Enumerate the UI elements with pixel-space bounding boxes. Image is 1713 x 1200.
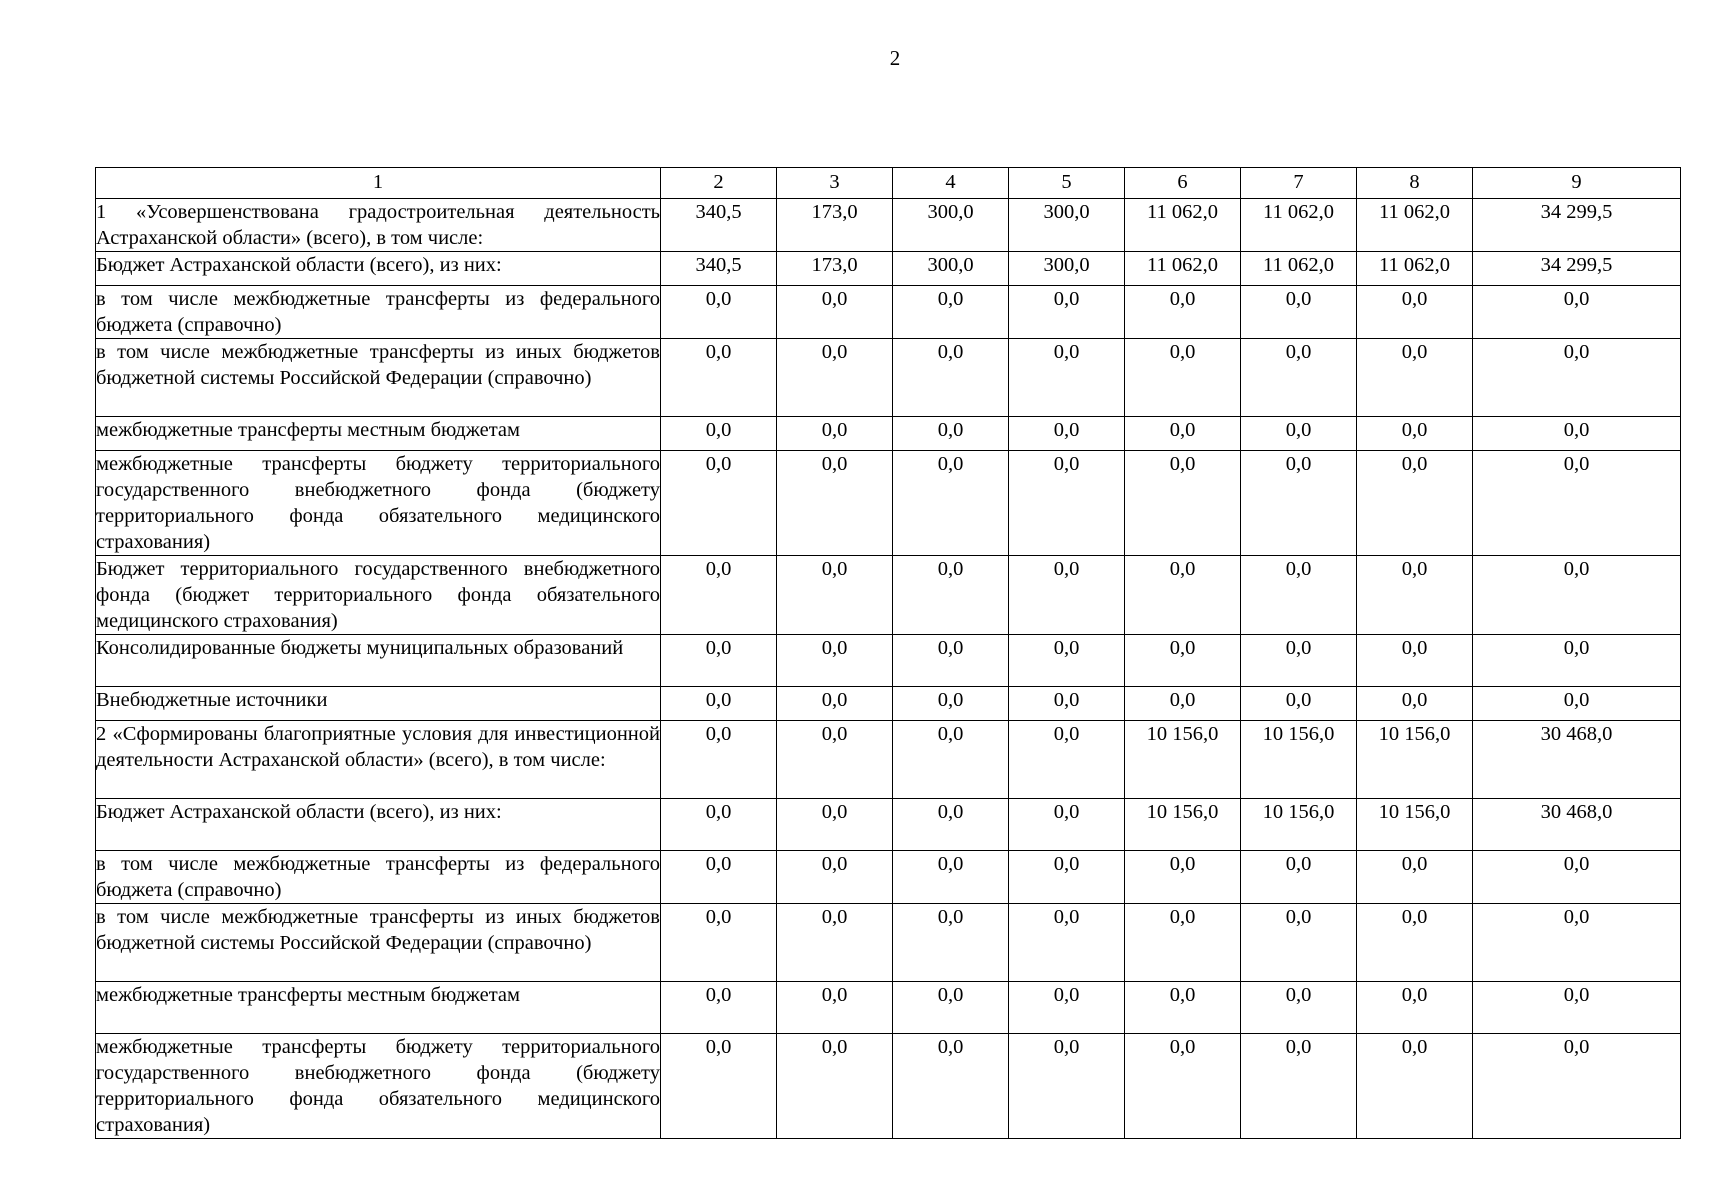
- value-cell: 10 156,0: [1241, 721, 1357, 799]
- row-label: Внебюджетные источники: [96, 687, 661, 721]
- value-cell: 0,0: [661, 635, 777, 687]
- value-cell: 0,0: [1473, 556, 1681, 635]
- value-cell: 0,0: [1473, 339, 1681, 417]
- value-cell: 0,0: [661, 799, 777, 851]
- value-cell: 0,0: [1241, 286, 1357, 339]
- row-label: Бюджет территориального государственного внебюджетного фонда (бюджет территориального фонда обязательного медицинского страхования): [96, 556, 661, 635]
- value-cell: 0,0: [1125, 1034, 1241, 1139]
- value-cell: 0,0: [777, 417, 893, 451]
- value-cell: 0,0: [1009, 904, 1125, 982]
- table-row: [96, 417, 1681, 451]
- value-cell: 0,0: [1009, 556, 1125, 635]
- row-label: межбюджетные трансферты бюджету территориального государственного внебюджетного фонда (бюджету территориального фонда обязательного медицинского страхования): [96, 451, 661, 556]
- value-cell: 0,0: [893, 687, 1009, 721]
- value-cell: 0,0: [661, 286, 777, 339]
- value-cell: 0,0: [1357, 286, 1473, 339]
- value-cell: 0,0: [1473, 417, 1681, 451]
- value-cell: 0,0: [661, 1034, 777, 1139]
- value-cell: 10 156,0: [1125, 799, 1241, 851]
- value-cell: 300,0: [1009, 199, 1125, 252]
- value-cell: 0,0: [1357, 1034, 1473, 1139]
- value-cell: 0,0: [893, 982, 1009, 1034]
- row-label: в том числе межбюджетные трансферты из федерального бюджета (справочно): [96, 286, 661, 339]
- value-cell: 0,0: [893, 635, 1009, 687]
- header-cell: 1: [96, 168, 661, 199]
- value-cell: 0,0: [661, 417, 777, 451]
- value-cell: 0,0: [777, 635, 893, 687]
- value-cell: 0,0: [777, 851, 893, 904]
- value-cell: 0,0: [1009, 799, 1125, 851]
- value-cell: 0,0: [1357, 451, 1473, 556]
- value-cell: 0,0: [1241, 556, 1357, 635]
- value-cell: 0,0: [661, 556, 777, 635]
- table-row: [96, 286, 1681, 339]
- row-label: в том числе межбюджетные трансферты из федерального бюджета (справочно): [96, 851, 661, 904]
- value-cell: 0,0: [1241, 339, 1357, 417]
- table-row: [96, 1034, 1681, 1139]
- value-cell: 30 468,0: [1473, 799, 1681, 851]
- row-label: в том числе межбюджетные трансферты из иных бюджетов бюджетной системы Российской Федерации (справочно): [96, 904, 661, 982]
- row-label: межбюджетные трансферты местным бюджетам: [96, 982, 661, 1034]
- value-cell: 300,0: [893, 252, 1009, 286]
- table-row: [96, 904, 1681, 982]
- row-label: 2 «Сформированы благоприятные условия для инвестиционной деятельности Астраханской области» (всего), в том числе:: [96, 721, 661, 799]
- header-cell: 6: [1125, 168, 1241, 199]
- header-cell: 9: [1473, 168, 1681, 199]
- row-label: Консолидированные бюджеты муниципальных образований: [96, 635, 661, 687]
- value-cell: 0,0: [1009, 451, 1125, 556]
- value-cell: 0,0: [1009, 635, 1125, 687]
- value-cell: 0,0: [777, 982, 893, 1034]
- table-row: [96, 982, 1681, 1034]
- value-cell: 0,0: [1009, 687, 1125, 721]
- value-cell: 0,0: [893, 799, 1009, 851]
- table-row: [96, 556, 1681, 635]
- page-number: 2: [889, 46, 901, 70]
- value-cell: 10 156,0: [1125, 721, 1241, 799]
- value-cell: 0,0: [1241, 1034, 1357, 1139]
- value-cell: 0,0: [1009, 339, 1125, 417]
- value-cell: 0,0: [1357, 339, 1473, 417]
- value-cell: 0,0: [1125, 687, 1241, 721]
- header-row: [96, 168, 1681, 199]
- table-row: [96, 451, 1681, 556]
- value-cell: 0,0: [1241, 635, 1357, 687]
- value-cell: 11 062,0: [1125, 252, 1241, 286]
- value-cell: 0,0: [1473, 635, 1681, 687]
- value-cell: 0,0: [1473, 286, 1681, 339]
- value-cell: 0,0: [661, 339, 777, 417]
- value-cell: 10 156,0: [1357, 799, 1473, 851]
- value-cell: 0,0: [1357, 417, 1473, 451]
- value-cell: 30 468,0: [1473, 721, 1681, 799]
- value-cell: 0,0: [661, 721, 777, 799]
- value-cell: 10 156,0: [1357, 721, 1473, 799]
- value-cell: 11 062,0: [1357, 252, 1473, 286]
- value-cell: 0,0: [661, 687, 777, 721]
- table-row: [96, 721, 1681, 799]
- value-cell: 0,0: [1125, 851, 1241, 904]
- value-cell: 0,0: [1357, 904, 1473, 982]
- value-cell: 0,0: [1241, 687, 1357, 721]
- value-cell: 0,0: [777, 721, 893, 799]
- budget-table: [95, 167, 1681, 1139]
- value-cell: 0,0: [1241, 417, 1357, 451]
- value-cell: 0,0: [1473, 851, 1681, 904]
- value-cell: 0,0: [893, 451, 1009, 556]
- value-cell: 0,0: [1357, 982, 1473, 1034]
- value-cell: 0,0: [893, 904, 1009, 982]
- value-cell: 11 062,0: [1357, 199, 1473, 252]
- value-cell: 0,0: [777, 556, 893, 635]
- value-cell: 0,0: [777, 286, 893, 339]
- value-cell: 0,0: [661, 451, 777, 556]
- value-cell: 0,0: [1125, 982, 1241, 1034]
- row-label: Бюджет Астраханской области (всего), из них:: [96, 799, 661, 851]
- value-cell: 0,0: [1241, 451, 1357, 556]
- value-cell: 0,0: [1357, 556, 1473, 635]
- value-cell: 0,0: [1009, 286, 1125, 339]
- value-cell: 173,0: [777, 252, 893, 286]
- row-label: межбюджетные трансферты местным бюджетам: [96, 417, 661, 451]
- value-cell: 34 299,5: [1473, 252, 1681, 286]
- value-cell: 300,0: [1009, 252, 1125, 286]
- value-cell: 0,0: [1473, 1034, 1681, 1139]
- value-cell: 0,0: [777, 339, 893, 417]
- value-cell: 0,0: [1125, 556, 1241, 635]
- value-cell: 0,0: [1473, 687, 1681, 721]
- value-cell: 0,0: [893, 851, 1009, 904]
- table-body: [96, 199, 1681, 1139]
- value-cell: 0,0: [1241, 982, 1357, 1034]
- value-cell: 0,0: [893, 556, 1009, 635]
- header-cell: 8: [1357, 168, 1473, 199]
- table-row: [96, 199, 1681, 252]
- value-cell: 11 062,0: [1241, 199, 1357, 252]
- value-cell: 0,0: [661, 851, 777, 904]
- value-cell: 173,0: [777, 199, 893, 252]
- value-cell: 0,0: [893, 286, 1009, 339]
- value-cell: 0,0: [777, 451, 893, 556]
- header-cell: 3: [777, 168, 893, 199]
- value-cell: 0,0: [1473, 904, 1681, 982]
- header-cell: 4: [893, 168, 1009, 199]
- value-cell: 0,0: [777, 1034, 893, 1139]
- value-cell: 0,0: [1009, 721, 1125, 799]
- value-cell: 0,0: [1473, 982, 1681, 1034]
- value-cell: 0,0: [1357, 687, 1473, 721]
- value-cell: 0,0: [1125, 286, 1241, 339]
- value-cell: 0,0: [1125, 451, 1241, 556]
- value-cell: 0,0: [893, 417, 1009, 451]
- value-cell: 11 062,0: [1125, 199, 1241, 252]
- header-cell: 2: [661, 168, 777, 199]
- value-cell: 0,0: [893, 339, 1009, 417]
- table-row: [96, 339, 1681, 417]
- value-cell: 0,0: [1357, 635, 1473, 687]
- value-cell: 0,0: [1009, 851, 1125, 904]
- table-row: [96, 252, 1681, 286]
- value-cell: 0,0: [1125, 904, 1241, 982]
- row-label: в том числе межбюджетные трансферты из иных бюджетов бюджетной системы Российской Федерации (справочно): [96, 339, 661, 417]
- value-cell: 0,0: [1473, 451, 1681, 556]
- value-cell: 0,0: [1009, 417, 1125, 451]
- header-cell: 7: [1241, 168, 1357, 199]
- table-row: [96, 799, 1681, 851]
- table-row: [96, 635, 1681, 687]
- row-label: 1 «Усовершенствована градостроительная деятельность Астраханской области» (всего), в том числе:: [96, 199, 661, 252]
- value-cell: 340,5: [661, 252, 777, 286]
- value-cell: 300,0: [893, 199, 1009, 252]
- header-cell: 5: [1009, 168, 1125, 199]
- table-row: [96, 687, 1681, 721]
- value-cell: 0,0: [777, 799, 893, 851]
- row-label: межбюджетные трансферты бюджету территориального государственного внебюджетного фонда (бюджету территориального фонда обязательного медицинского страхования): [96, 1034, 661, 1139]
- value-cell: 0,0: [1009, 1034, 1125, 1139]
- value-cell: 0,0: [893, 721, 1009, 799]
- value-cell: 10 156,0: [1241, 799, 1357, 851]
- value-cell: 0,0: [893, 1034, 1009, 1139]
- value-cell: 0,0: [661, 982, 777, 1034]
- table-row: [96, 851, 1681, 904]
- value-cell: 0,0: [1357, 851, 1473, 904]
- value-cell: 0,0: [777, 904, 893, 982]
- value-cell: 0,0: [1125, 417, 1241, 451]
- value-cell: 0,0: [1125, 635, 1241, 687]
- value-cell: 0,0: [777, 687, 893, 721]
- value-cell: 0,0: [1009, 982, 1125, 1034]
- value-cell: 0,0: [661, 904, 777, 982]
- value-cell: 0,0: [1241, 904, 1357, 982]
- value-cell: 0,0: [1241, 851, 1357, 904]
- value-cell: 0,0: [1125, 339, 1241, 417]
- value-cell: 34 299,5: [1473, 199, 1681, 252]
- row-label: Бюджет Астраханской области (всего), из них:: [96, 252, 661, 286]
- value-cell: 340,5: [661, 199, 777, 252]
- value-cell: 11 062,0: [1241, 252, 1357, 286]
